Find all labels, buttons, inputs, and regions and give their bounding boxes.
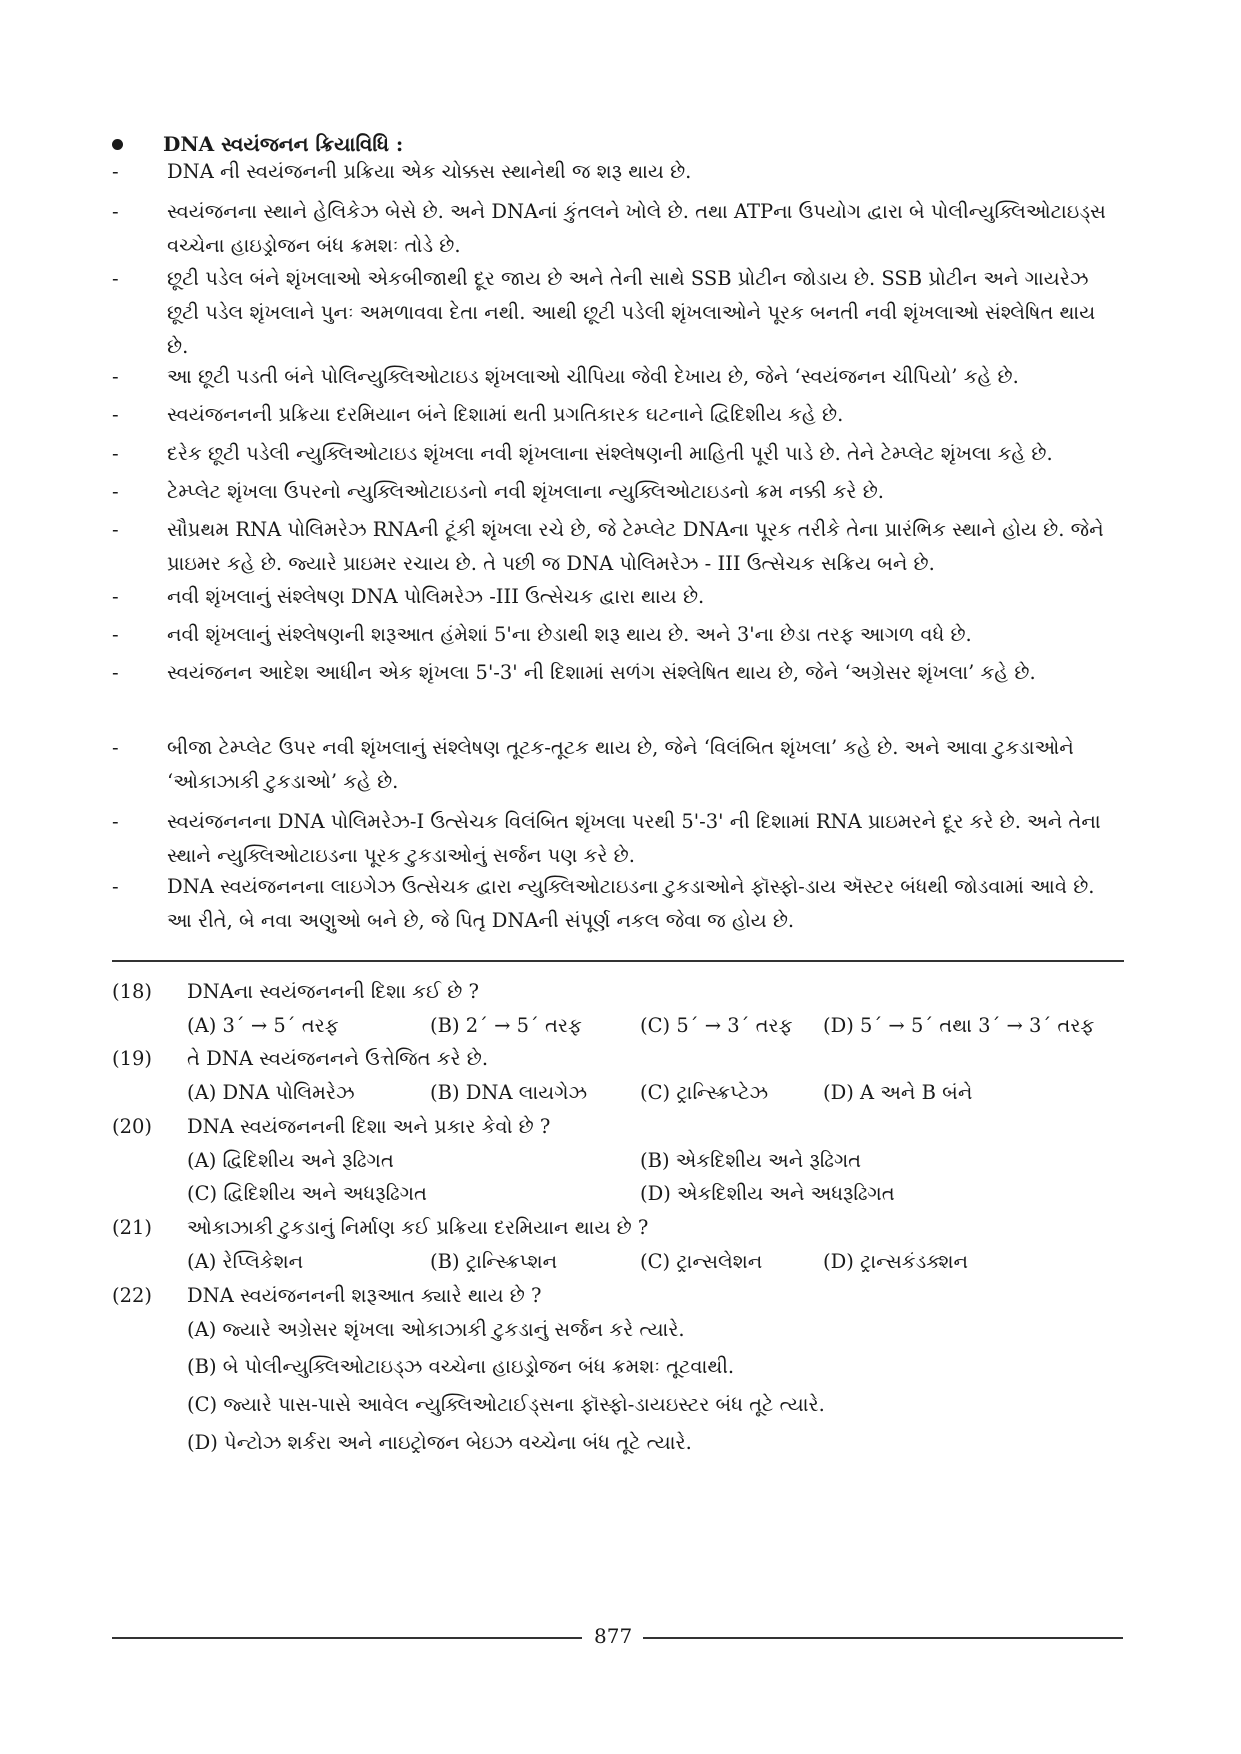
list-item: - બીજા ટેમ્પ્લેટ ઉપર નવી શૃંખલાનું સંશ્લેષણ તૂટક-તૂટક થાય છે, જેને ‘વિલંબિત શૃંખલા’ કહે છે. અને આવા ટુકડાઓને ‘ઓકાઝાકી ટુકડાઓ’ કહે છે. bbox=[112, 731, 1122, 799]
list-item-text: દરેક છૂટી પડેલી ન્યુક્લિઓટાઇડ શૃંખલા નવી શૃંખલાના સંશ્લેષણની માહિતી પૂરી પાડે છે. તેને ટેમ્પ્લેટ શૃંખલા કહે છે. bbox=[167, 442, 1053, 465]
list-item-text: સ્વયંજનના સ્થાને હેલિકેઝ બેસે છે. અને DNAનાં કુંતલને ખોલે છે. તથા ATPના ઉપયોગ દ્વારા બે પોલીન્યુક્લિઓટાઇડ્સ વચ્ચેના હાઇડ્રોજન બંધ ક્રમશઃ તોડે છે. bbox=[167, 200, 1106, 257]
option-a: (A) રેપ્લિકેશન bbox=[187, 1250, 304, 1273]
list-item: - સ્વયંજનનના DNA પોલિમરેઝ-I ઉત્સેચક વિલંબિત શૃંખલા પરથી 5'-3' ની દિશામાં RNA પ્રાઇમરને દૂર કરે છે. અને તેના સ્થાને ન્યુક્લિઓટાઇડના પૂરક ટુકડાઓનું સર્જન પણ કરે છે. bbox=[112, 805, 1122, 873]
question-text: ઓકાઝાકી ટુકડાનું નિર્માણ કઈ પ્રક્રિયા દરમિયાન થાય છે ? bbox=[187, 1216, 649, 1239]
option-b: (B) એકદિશીય અને રૂઢિગત bbox=[640, 1149, 862, 1172]
list-item-text: સ્વયંજનનની પ્રક્રિયા દરમિયાન બંને દિશામાં થતી પ્રગતિકારક ઘટનાને દ્વિદિશીય કહે છે. bbox=[167, 403, 844, 426]
option-b: (B) 2´ → 5´ તરફ bbox=[430, 1014, 582, 1037]
list-item-text: નવી શૃંખલાનું સંશ્લેષણ DNA પોલિમરેઝ -III ઉત્સેચક દ્વારા થાય છે. bbox=[167, 585, 705, 608]
option-d: (D) A અને B બંને bbox=[823, 1081, 973, 1104]
option-a: (A) દ્વિદિશીય અને રૂઢિગત bbox=[187, 1149, 394, 1172]
question-text: તે DNA સ્વયંજનનને ઉત્તેજિત કરે છે. bbox=[187, 1047, 489, 1070]
list-item-text: છૂટી પડેલ બંને શૃંખલાઓ એકબીજાથી દૂર જાય છે અને તેની સાથે SSB પ્રોટીન જોડાય છે. SSB પ્રોટીન અને ગાયરેઝ છૂટી પડેલ શૃંખલાને પુનઃ અમળાવવા દેતા નથી. આથી છૂટી પડેલી શૃંખલાઓને પૂરક બનતી નવી શૃંખલાઓ સંશ્લેષિત થાય છે. bbox=[167, 267, 1096, 358]
list-item: - સ્વયંજનન આદેશ આધીન એક શૃંખલા 5'-3' ની દિશામાં સળંગ સંશ્લેષિત થાય છે, જેને ‘અગ્રેસર શૃંખલા’ કહે છે. bbox=[112, 656, 1122, 690]
list-item: - DNA ની સ્વયંજનની પ્રક્રિયા એક ચોક્કસ સ્થાનેથી જ શરૂ થાય છે. bbox=[112, 155, 1122, 189]
option-a: (A) 3´ → 5´ તરફ bbox=[187, 1014, 339, 1037]
question-number: (20) bbox=[112, 1115, 153, 1138]
bullet-dot-icon bbox=[112, 139, 123, 150]
question-number: (22) bbox=[112, 1284, 153, 1307]
list-item-text: DNA સ્વયંજનનના લાઇગેઝ ઉત્સેચક દ્વારા ન્યુક્લિઓટાઇડના ટુકડાઓને ફૉસ્ફો-ડાય ઍસ્ટર બંધથી જોડવામાં આવે છે. આ રીતે, બે નવા અણુઓ બને છે, જે પિતૃ DNAની સંપૂર્ણ નકલ જેવા જ હોય છે. bbox=[167, 875, 1095, 932]
option-d: (D) ટ્રાન્સકંડક્શન bbox=[823, 1250, 969, 1273]
list-item: - દરેક છૂટી પડેલી ન્યુક્લિઓટાઇડ શૃંખલા નવી શૃંખલાના સંશ્લેષણની માહિતી પૂરી પાડે છે. તેને ટેમ્પ્લેટ શૃંખલા કહે છે. bbox=[112, 437, 1122, 471]
option-d: (D) પેન્ટોઝ શર્કરા અને નાઇટ્રોજન બેઇઝ વચ્ચેના બંધ તૂટે ત્યારે. bbox=[187, 1431, 692, 1454]
list-item: - DNA સ્વયંજનનના લાઇગેઝ ઉત્સેચક દ્વારા ન્યુક્લિઓટાઇડના ટુકડાઓને ફૉસ્ફો-ડાય ઍસ્ટર બંધથી જોડવામાં આવે છે. આ રીતે, બે નવા અણુઓ બને છે, જે પિતૃ DNAની સંપૂર્ણ નકલ જેવા જ હોય છે. bbox=[112, 870, 1122, 938]
footer-rule-left bbox=[112, 1637, 582, 1639]
option-a: (A) DNA પોલિમરેઝ bbox=[187, 1081, 355, 1104]
footer-rule-right bbox=[643, 1637, 1123, 1639]
list-item: - નવી શૃંખલાનું સંશ્લેષણની શરૂઆત હંમેશાં 5'ના છેડાથી શરૂ થાય છે. અને 3'ના છેડા તરફ આગળ વધે છે. bbox=[112, 618, 1122, 652]
list-item-text: સ્વયંજનનના DNA પોલિમરેઝ-I ઉત્સેચક વિલંબિત શૃંખલા પરથી 5'-3' ની દિશામાં RNA પ્રાઇમરને દૂર કરે છે. અને તેના સ્થાને ન્યુક્લિઓટાઇડના પૂરક ટુકડાઓનું સર્જન પણ કરે છે. bbox=[167, 810, 1101, 867]
question-number: (18) bbox=[112, 980, 153, 1003]
list-item-text: સૌપ્રથમ RNA પોલિમરેઝ RNAની ટૂંકી શૃંખલા રચે છે, જે ટેમ્પ્લેટ DNAના પૂરક તરીકે તેના પ્રારંભિક સ્થાને હોય છે. જેને પ્રાઇમર કહે છે. જ્યારે પ્રાઇમર રચાય છે. તે પછી જ DNA પોલિમરેઝ - III ઉત્સેચક સક્રિય બને છે. bbox=[167, 518, 1104, 575]
section-heading-text: DNA સ્વયંજનન ક્રિયાવિધિ : bbox=[163, 132, 404, 156]
option-c: (C) ટ્રાન્સ્ક્રિપ્ટેઝ bbox=[640, 1081, 769, 1104]
list-item: - સ્વયંજનના સ્થાને હેલિકેઝ બેસે છે. અને DNAનાં કુંતલને ખોલે છે. તથા ATPના ઉપયોગ દ્વારા બે પોલીન્યુક્લિઓટાઇડ્સ વચ્ચેના હાઇડ્રોજન બંધ ક્રમશઃ તોડે છે. bbox=[112, 195, 1122, 263]
option-d: (D) એકદિશીય અને અધરૂઢિગત bbox=[640, 1182, 895, 1205]
option-c: (C) ટ્રાન્સલેશન bbox=[640, 1250, 763, 1273]
list-item-text: આ છૂટી પડતી બંને પોલિન્યુક્લિઓટાઇડ શૃંખલાઓ ચીપિયા જેવી દેખાય છે, જેને ‘સ્વયંજનન ચીપિયો’ કહે છે. bbox=[167, 365, 1019, 388]
question-text: DNA સ્વયંજનનની શરૂઆત ક્યારે થાય છે ? bbox=[187, 1284, 542, 1307]
list-item-text: DNA ની સ્વયંજનની પ્રક્રિયા એક ચોક્કસ સ્થાનેથી જ શરૂ થાય છે. bbox=[167, 160, 692, 183]
page-number: 877 bbox=[594, 1624, 633, 1648]
section-heading bbox=[112, 132, 403, 156]
list-item-text: ટેમ્પ્લેટ શૃંખલા ઉપરનો ન્યુક્લિઓટાઇડનો નવી શૃંખલાના ન્યુક્લિઓટાઇડનો ક્રમ નક્કી કરે છે. bbox=[167, 480, 884, 503]
list-item-text: નવી શૃંખલાનું સંશ્લેષણની શરૂઆત હંમેશાં 5'ના છેડાથી શરૂ થાય છે. અને 3'ના છેડા તરફ આગળ વધે છે. bbox=[167, 623, 972, 646]
option-c: (C) 5´ → 3´ તરફ bbox=[640, 1014, 793, 1037]
question-text: DNA સ્વયંજનનની દિશા અને પ્રકાર કેવો છે ? bbox=[187, 1115, 551, 1138]
option-d: (D) 5´ → 5´ તથા 3´ → 3´ તરફ bbox=[823, 1014, 1095, 1037]
list-item: - આ છૂટી પડતી બંને પોલિન્યુક્લિઓટાઇડ શૃંખલાઓ ચીપિયા જેવી દેખાય છે, જેને ‘સ્વયંજનન ચીપિયો’ કહે છે. bbox=[112, 360, 1122, 394]
option-b: (B) DNA લાયગેઝ bbox=[430, 1081, 588, 1104]
list-item: - સ્વયંજનનની પ્રક્રિયા દરમિયાન બંને દિશામાં થતી પ્રગતિકારક ઘટનાને દ્વિદિશીય કહે છે. bbox=[112, 398, 1122, 432]
section-divider bbox=[112, 960, 1124, 962]
list-item-text: બીજા ટેમ્પ્લેટ ઉપર નવી શૃંખલાનું સંશ્લેષણ તૂટક-તૂટક થાય છે, જેને ‘વિલંબિત શૃંખલા’ કહે છે. અને આવા ટુકડાઓને ‘ઓકાઝાકી ટુકડાઓ’ કહે છે. bbox=[167, 736, 1074, 793]
list-item: - ટેમ્પ્લેટ શૃંખલા ઉપરનો ન્યુક્લિઓટાઇડનો નવી શૃંખલાના ન્યુક્લિઓટાઇડનો ક્રમ નક્કી કરે છે. bbox=[112, 475, 1122, 509]
option-b: (B) બે પોલીન્યુક્લિઓટાઇડ્ઝ વચ્ચેના હાઇડ્રોજન બંધ ક્રમશઃ તૂટવાથી. bbox=[187, 1355, 735, 1378]
question-number: (19) bbox=[112, 1047, 153, 1070]
option-c: (C) દ્વિદિશીય અને અધરૂઢિગત bbox=[187, 1182, 427, 1205]
option-a: (A) જ્યારે અગ્રેસર શૃંખલા ઓકાઝાકી ટુકડાનું સર્જન કરે ત્યારે. bbox=[187, 1318, 685, 1341]
list-item: - સૌપ્રથમ RNA પોલિમરેઝ RNAની ટૂંકી શૃંખલા રચે છે, જે ટેમ્પ્લેટ DNAના પૂરક તરીકે તેના પ્રારંભિક સ્થાને હોય છે. જેને પ્રાઇમર કહે છે. જ્યારે પ્રાઇમર રચાય છે. તે પછી જ DNA પોલિમરેઝ - III ઉત્સેચક સક્રિય બને છે. bbox=[112, 513, 1122, 581]
option-c: (C) જ્યારે પાસ-પાસે આવેલ ન્યુક્લિઓટાઈડ્સના ફૉસ્ફો-ડાયઇસ્ટર બંધ તૂટે ત્યારે. bbox=[187, 1393, 825, 1416]
list-item: - નવી શૃંખલાનું સંશ્લેષણ DNA પોલિમરેઝ -III ઉત્સેચક દ્વારા થાય છે. bbox=[112, 580, 1122, 614]
question-text: DNAના સ્વયંજનનની દિશા કઈ છે ? bbox=[187, 980, 479, 1003]
question-number: (21) bbox=[112, 1216, 153, 1239]
option-b: (B) ટ્રાન્સ્ક્રિપ્શન bbox=[430, 1250, 558, 1273]
list-item: - છૂટી પડેલ બંને શૃંખલાઓ એકબીજાથી દૂર જાય છે અને તેની સાથે SSB પ્રોટીન જોડાય છે. SSB પ્રોટીન અને ગાયરેઝ છૂટી પડેલ શૃંખલાને પુનઃ અમળાવવા દેતા નથી. આથી છૂટી પડેલી શૃંખલાઓને પૂરક બનતી નવી શૃંખલાઓ સંશ્લેષિત થાય છે. bbox=[112, 262, 1122, 364]
list-item-text: સ્વયંજનન આદેશ આધીન એક શૃંખલા 5'-3' ની દિશામાં સળંગ સંશ્લેષિત થાય છે, જેને ‘અગ્રેસર શૃંખલા’ કહે છે. bbox=[167, 661, 1036, 684]
